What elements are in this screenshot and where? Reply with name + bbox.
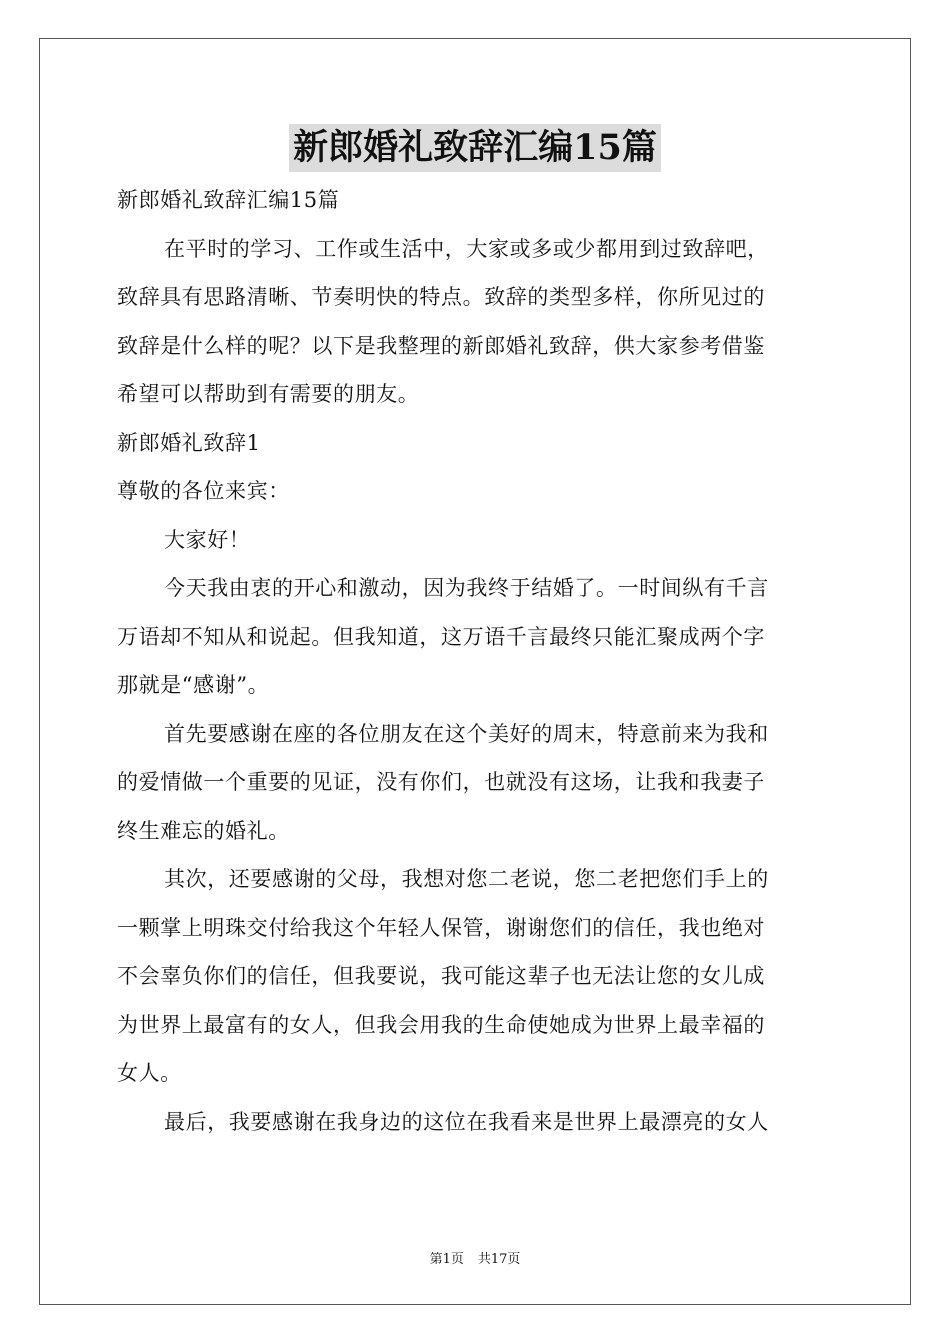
paragraph-line: 首先要感谢在座的各位朋友在这个美好的周末，特意前来为我和 [164,721,769,746]
title-container [0,124,950,172]
salutation: 尊敬的各位来宾： [117,479,290,503]
paragraph-line: 不会辜负你们的信任，但我要说，我可能这辈子也无法让您的女儿成 [117,964,765,988]
paragraph-line: 一颗掌上明珠交付给我这个年轻人保管，谢谢您们的信任，我也绝对 [117,915,765,940]
paragraph-line: 那就是“感谢”。 [117,673,270,697]
greeting: 大家好！ [164,527,251,552]
paragraph-line: 女人。 [117,1061,182,1085]
paragraph-line: 终生难忘的婚礼。 [117,818,290,843]
paragraph-line: 希望可以帮助到有需要的朋友。 [117,382,420,406]
document-body [117,176,835,1146]
paragraph-line: 致辞具有思路清晰、节奏明快的特点。致辞的类型多样，你所见过的 [117,285,765,309]
page-total: 共17页 [477,1252,521,1267]
page-footer [0,1248,950,1267]
paragraph-line: 致辞是什么样的呢？以下是我整理的新郎婚礼致辞，供大家参考借鉴 [117,333,765,358]
paragraph-line: 新郎婚礼致辞汇编15篇 [117,188,340,212]
paragraph-line: 其次，还要感谢的父母，我想对您二老说，您二老把您们手上的 [164,867,769,891]
section-heading: 新郎婚礼致辞1 [117,430,261,455]
paragraph-line: 在平时的学习、工作或生活中，大家或多或少都用到过致辞吧， [164,236,769,261]
page-number: 第1页 [429,1252,464,1267]
paragraph-line: 为世界上最富有的女人，但我会用我的生命使她成为世界上最幸福的 [117,1012,765,1037]
document-title: 新郎婚礼致辞汇编15篇 [289,124,661,172]
paragraph-line: 最后，我要感谢在我身边的这位在我看来是世界上最漂亮的女人 [164,1109,769,1134]
paragraph-line: 今天我由衷的开心和激动，因为我终于结婚了。一时间纵有千言 [164,576,769,600]
paragraph-line: 万语却不知从和说起。但我知道，这万语千言最终只能汇聚成两个字 [117,624,765,649]
paragraph-line: 的爱情做一个重要的见证，没有你们，也就没有这场，让我和我妻子 [117,770,765,794]
